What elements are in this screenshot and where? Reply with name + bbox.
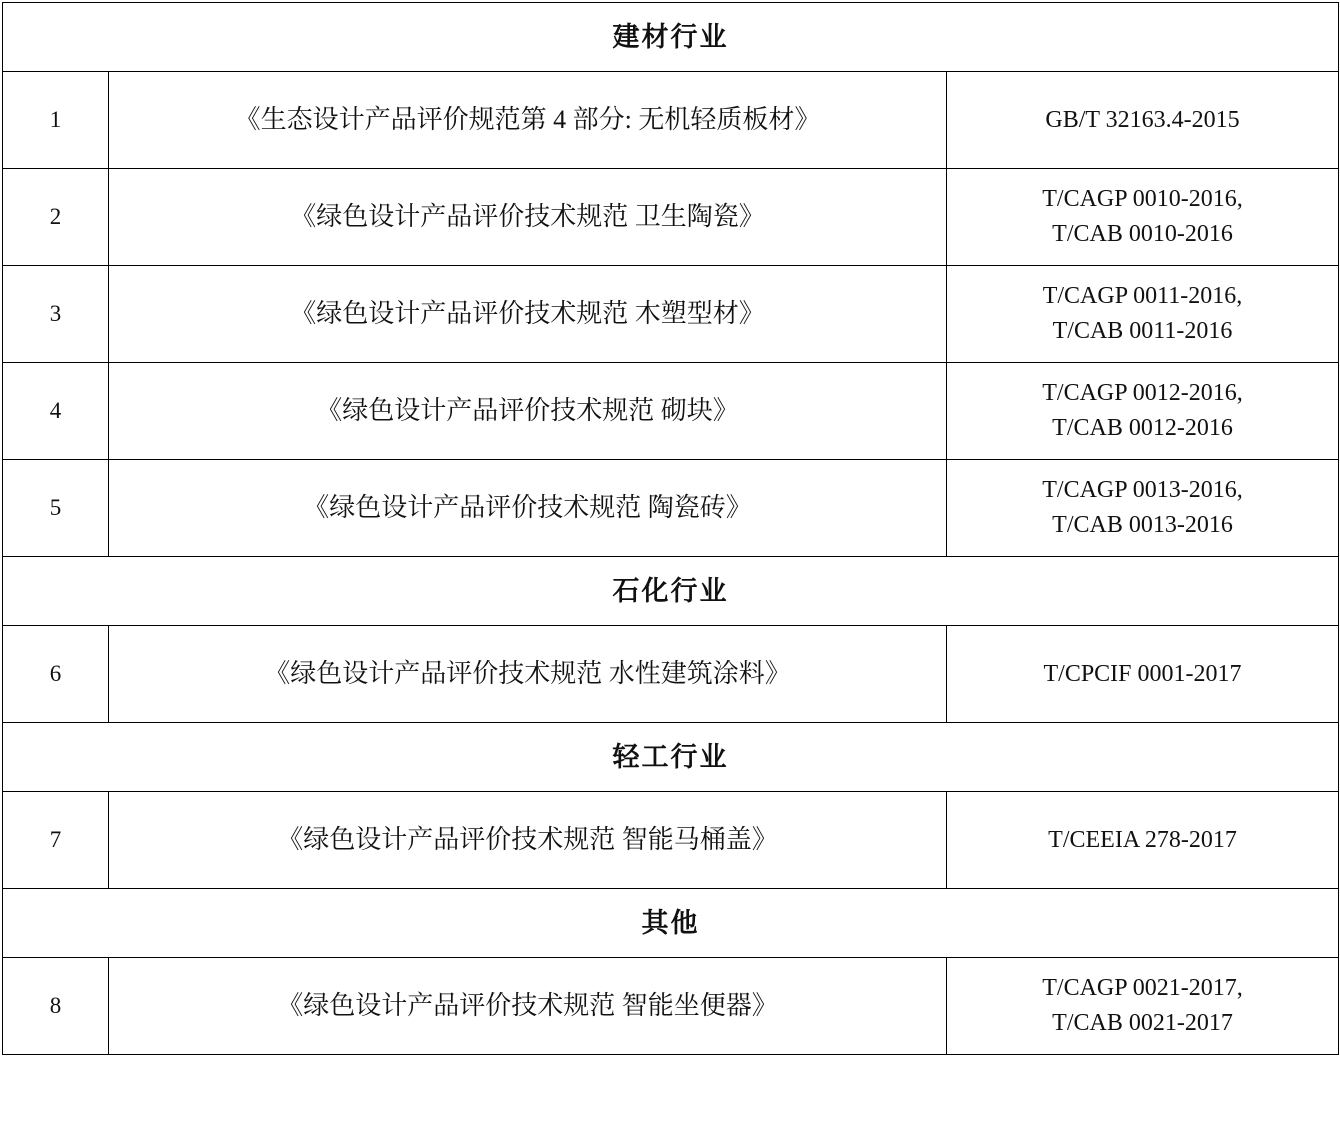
standard-code-line: T/CAGP 0011-2016, bbox=[1042, 283, 1243, 310]
standard-code-line: T/CAGP 0013-2016, bbox=[1042, 477, 1243, 504]
standard-code bbox=[947, 72, 1339, 169]
row-number: 1 bbox=[3, 72, 109, 169]
standard-code-line: T/CAGP 0021-2017, bbox=[1042, 975, 1243, 1002]
standard-name bbox=[109, 266, 947, 363]
standard-code bbox=[947, 626, 1339, 723]
standard-name-text: 《绿色设计产品评价技术规范 水性建筑涂料》 bbox=[264, 659, 791, 689]
row-number: 2 bbox=[3, 169, 109, 266]
section-title: 建材行业 bbox=[612, 21, 729, 52]
table-row bbox=[3, 792, 1339, 889]
section-header-row bbox=[3, 723, 1339, 792]
table-row bbox=[3, 363, 1339, 460]
table-row bbox=[3, 626, 1339, 723]
table-row bbox=[3, 266, 1339, 363]
row-number: 4 bbox=[3, 363, 109, 460]
standard-code bbox=[947, 460, 1339, 557]
standard-name bbox=[109, 792, 947, 889]
row-number: 6 bbox=[3, 626, 109, 723]
section-title: 其他 bbox=[641, 907, 700, 938]
standard-code-line: T/CAB 0011-2016 bbox=[1052, 318, 1233, 344]
standards-table bbox=[2, 2, 1339, 1055]
row-number: 3 bbox=[3, 266, 109, 363]
standard-name bbox=[109, 363, 947, 460]
standard-code-line: T/CAB 0010-2016 bbox=[1052, 221, 1233, 247]
section-header-cell bbox=[3, 723, 1339, 792]
section-header-row bbox=[3, 557, 1339, 626]
standard-code-line: T/CAGP 0012-2016, bbox=[1042, 380, 1243, 407]
standard-code bbox=[947, 266, 1339, 363]
standard-code bbox=[947, 958, 1339, 1055]
standard-code bbox=[947, 792, 1339, 889]
standard-name-text: 《绿色设计产品评价技术规范 砌块》 bbox=[316, 396, 739, 426]
standard-code-line: GB/T 32163.4-2015 bbox=[1045, 106, 1240, 133]
section-header-cell bbox=[3, 557, 1339, 626]
standard-code-line: T/CAB 0021-2017 bbox=[1052, 1010, 1233, 1036]
section-header-cell bbox=[3, 889, 1339, 958]
standard-code-line: T/CAB 0013-2016 bbox=[1052, 512, 1233, 538]
standard-code bbox=[947, 363, 1339, 460]
standard-name-text: 《绿色设计产品评价技术规范 智能马桶盖》 bbox=[277, 825, 778, 855]
standard-name-text: 《生态设计产品评价规范第 4 部分: 无机轻质板材》 bbox=[234, 105, 821, 135]
table-row bbox=[3, 72, 1339, 169]
standard-code bbox=[947, 169, 1339, 266]
table-row bbox=[3, 460, 1339, 557]
standard-name bbox=[109, 72, 947, 169]
row-number: 8 bbox=[3, 958, 109, 1055]
section-title: 轻工行业 bbox=[612, 741, 729, 772]
standard-code-line: T/CEEIA 278-2017 bbox=[1048, 826, 1237, 853]
standard-name-text: 《绿色设计产品评价技术规范 木塑型材》 bbox=[290, 299, 765, 329]
standard-name-text: 《绿色设计产品评价技术规范 智能坐便器》 bbox=[277, 991, 778, 1021]
table-body bbox=[3, 3, 1339, 1055]
standard-name bbox=[109, 169, 947, 266]
section-header-row bbox=[3, 889, 1339, 958]
table-row bbox=[3, 169, 1339, 266]
section-header-row bbox=[3, 3, 1339, 72]
standard-name bbox=[109, 626, 947, 723]
table-row bbox=[3, 958, 1339, 1055]
section-title: 石化行业 bbox=[612, 575, 729, 606]
section-header-cell bbox=[3, 3, 1339, 72]
standard-name bbox=[109, 958, 947, 1055]
document-page bbox=[0, 2, 1340, 1140]
standard-name-text: 《绿色设计产品评价技术规范 陶瓷砖》 bbox=[303, 493, 752, 523]
standard-name-text: 《绿色设计产品评价技术规范 卫生陶瓷》 bbox=[290, 202, 765, 232]
row-number: 7 bbox=[3, 792, 109, 889]
row-number: 5 bbox=[3, 460, 109, 557]
standard-name bbox=[109, 460, 947, 557]
standard-code-line: T/CAGP 0010-2016, bbox=[1042, 186, 1243, 213]
standard-code-line: T/CPCIF 0001-2017 bbox=[1043, 660, 1242, 687]
standard-code-line: T/CAB 0012-2016 bbox=[1052, 415, 1233, 441]
